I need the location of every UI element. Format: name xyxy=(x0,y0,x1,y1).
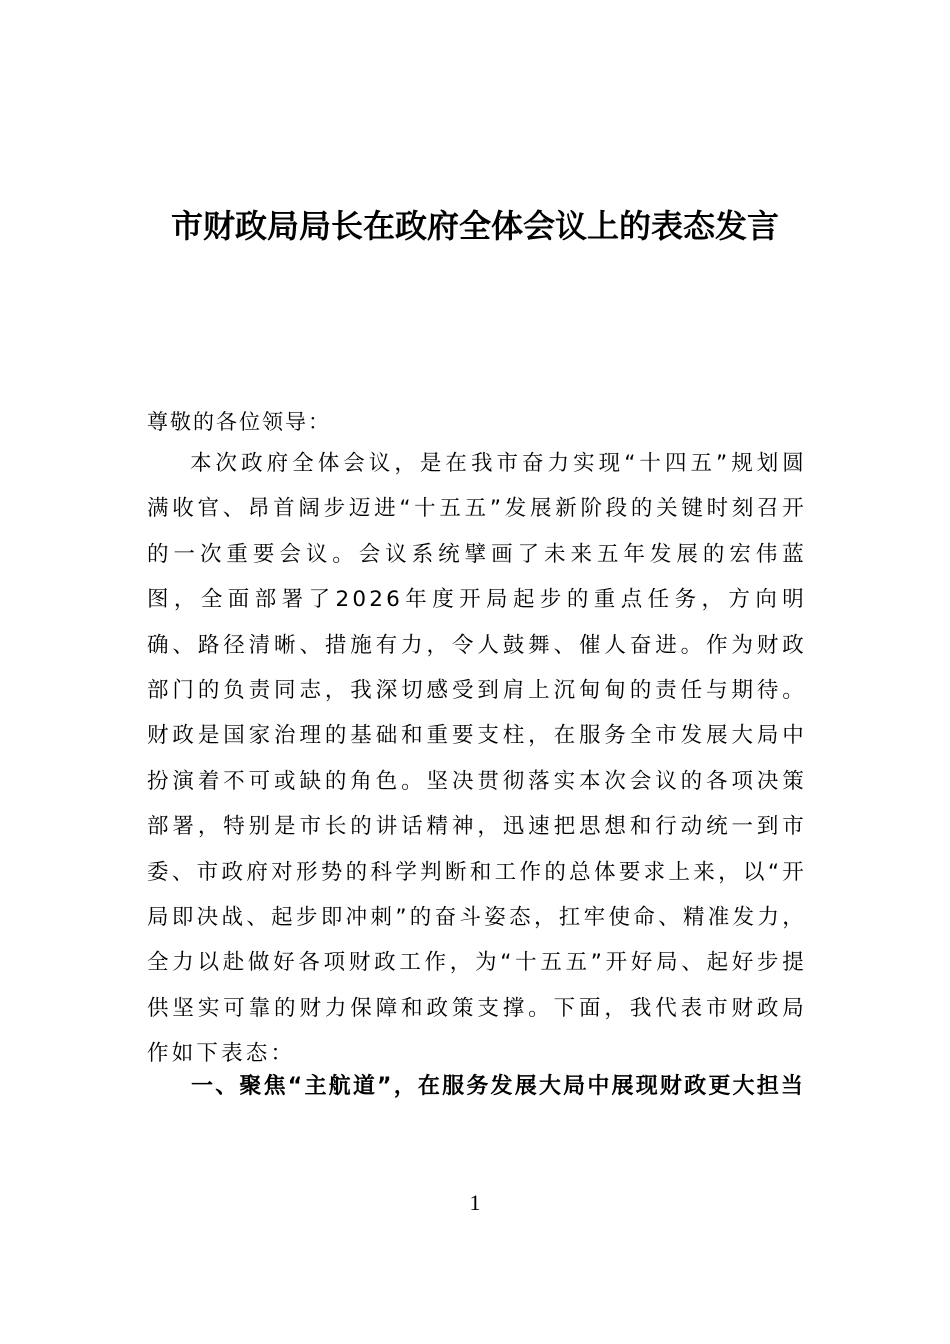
body-paragraph: 本次政府全体会议，是在我市奋力实现“十四五”规划圆满收官、昂首阔步迈进“十五五”发展新阶段的关键时刻召开的一次重要会议。会议系统擘画了未来五年发展的宏伟蓝图，全面部署了2026年度开局起步的重点任务，方向明确、路径清晰、措施有力，令人鼓舞、催人奋进。作为财政部门的负责同志，我深切感受到肩上沉甸甸的责任与期待。财政是国家治理的基础和重要支柱，在服务全市发展大局中扮演着不可或缺的角色。坚决贯彻落实本次会议的各项决策部署，特别是市长的讲话精神，迅速把思想和行动统一到市委、市政府对形势的科学判断和工作的总体要求上来，以“开局即决战、起步即冲刺”的奋斗姿态，扛牢使命、精准发力，全力以赴做好各项财政工作，为“十五五”开好局、起好步提供坚实可靠的财力保障和政策支撑。下面，我代表市财政局作如下表态： xyxy=(147,451,807,1067)
document-title: 市财政局局长在政府全体会议上的表态发言 xyxy=(170,207,779,245)
section-heading: 一、聚焦“主航道”，在服务发展大局中展现财政更大担当 xyxy=(191,1074,806,1099)
page-number: 1 xyxy=(469,1190,481,1215)
salutation: 尊敬的各位领导： xyxy=(147,410,331,434)
